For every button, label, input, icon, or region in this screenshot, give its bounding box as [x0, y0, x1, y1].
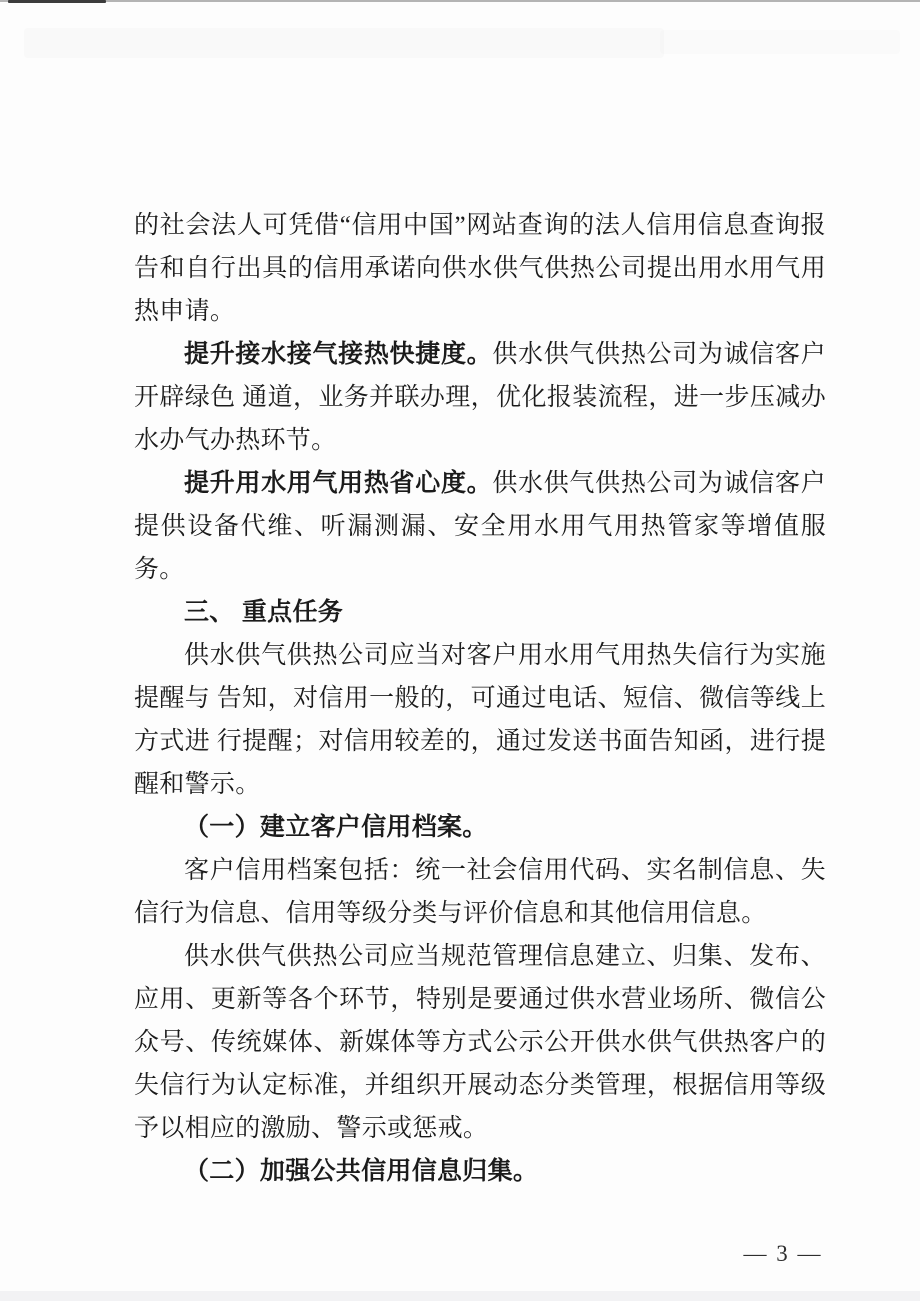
scan-artifact-ghost-band-right [660, 30, 900, 54]
paragraph [134, 634, 826, 806]
paragraph [134, 204, 826, 333]
scan-artifact-top-edge [0, 0, 920, 2]
emphasis-run: （一）建立客户信用档案。 [184, 814, 488, 841]
emphasis-run: 提升接水接气接热快捷度。 [184, 340, 493, 368]
document-content [134, 204, 826, 1193]
paragraph [134, 462, 826, 591]
scan-artifact-ghost-band [24, 28, 664, 58]
text-run: 供水供气供热公司为诚信客户提供设备代维、听漏测漏、安全用水用气用热管家等增值服务。 [134, 470, 826, 583]
text-run: 供水供气供热公司应当规范管理信息建立、归集、发布、应用、更新等各个环节，特别是要通过供水营业场所、微信公众号、传统媒体、新媒体等方式公示公开供水供气供热客户的失信行为认定标准，并组织开展动态分类管理，根据信用等级予以相应的激励、警示或惩戒。 [134, 943, 826, 1142]
subsection-heading [134, 806, 826, 849]
text-run: 客户信用档案包括：统一社会信用代码、实名制信息、失信行为信息、信用等级分类与评价信息和其他信用信息。 [134, 857, 826, 927]
paragraph [134, 935, 826, 1150]
emphasis-run: 提升用水用气用热省心度。 [184, 469, 493, 497]
text-run: 供水供气供热公司应当对客户用水用气用热失信行为实施提醒与 告知，对信用一般的，可通过电话、短信、微信等线上方式进 行提醒；对信用较差的，通过发送书面告知函，进行提醒和警示。 [134, 642, 826, 798]
emphasis-run: （二）加强公共信用信息归集。 [184, 1158, 539, 1185]
paragraph [134, 849, 826, 935]
page-number: — 3 — [743, 1241, 823, 1266]
text-run: 供水供气供热公司为诚信客户开辟绿色 通道，业务并联办理，优化报装流程，进一步压减办水办气办热环节。 [134, 341, 826, 454]
text-run: 的社会法人可凭借“信用中国”网站查询的法人信用信息查询报告和自行出具的信用承诺向供水供气供热公司提出用水用气用热申请。 [134, 212, 826, 325]
scan-artifact-bottom-edge [0, 1291, 920, 1301]
scan-artifact-top-edge-dark [8, 0, 106, 3]
subsection-heading [134, 1150, 826, 1193]
section-heading [134, 591, 826, 634]
paragraph [134, 333, 826, 462]
emphasis-run: 三、 重点任务 [184, 598, 344, 626]
